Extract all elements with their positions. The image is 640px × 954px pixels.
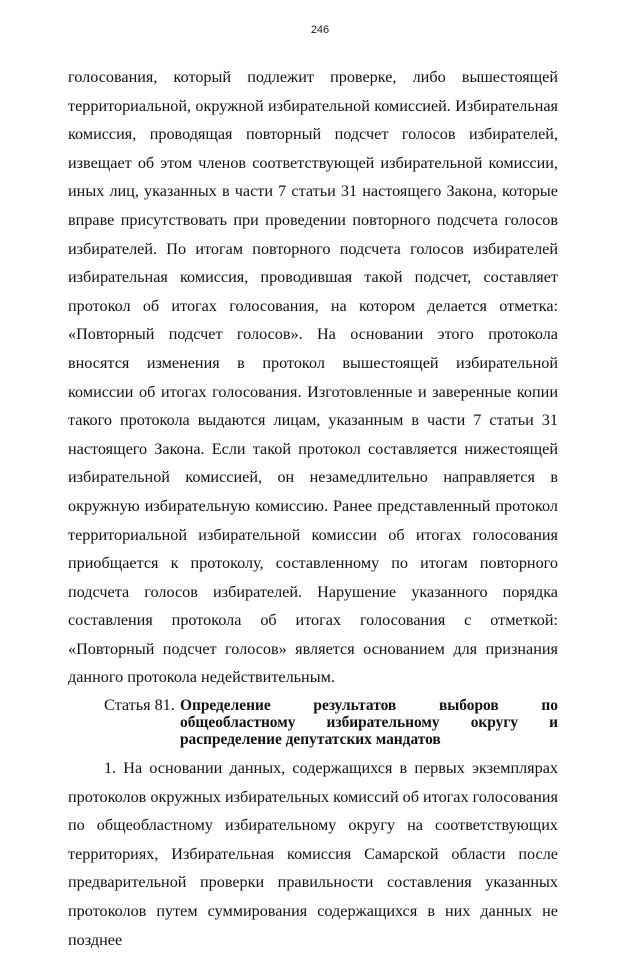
page-number: 246 bbox=[310, 24, 330, 36]
paragraph-continuation: голосования, который подлежит проверке, либо вышестоящей территориальной, окружной избирательной комиссией. Избирательная комиссия, проводящая повторный подсчет голосов избирателей, извещает об этом членов соответствующей избирательной комиссии, иных лиц, указанных в части 7 статьи 31 настоящего Закона, которые вправе присутствовать при проведении повторного подсчета голосов избирателей. По итогам повторного подсчета голосов избирателей избирательная комиссия, проводившая такой подсчет, составляет протокол об итогах голосования, на котором делается отметка: «Повторный подсчет голосов». На основании этого протокола вносятся изменения в протокол вышестоящей избирательной комиссии об итогах голосования. Изготовленные и заверенные копии такого протокола выдаются лицам, указанным в части 7 статьи 31 настоящего Закона. Если такой протокол составляется нижестоящей избирательной комиссией, он незамедлительно направляется в окружную избирательную комиссию. Ранее представленный протокол территориальной избирательной комиссии об итогах голосования приобщается к протоколу, составленному по итогам повторного подсчета голосов избирателей. Нарушение указанного порядка составления протокола об итогах голосования с отметкой: «Повторный подсчет голосов» является основанием для признания данного протокола недействительным. bbox=[68, 68, 558, 687]
article-title: Определение результатов выборов по общеобластному избирательному округу и распределение депутатских мандатов bbox=[180, 697, 558, 749]
article-heading bbox=[68, 692, 558, 754]
document-body bbox=[68, 63, 558, 954]
paragraph-item-1: 1. На основании данных, содержащихся в первых экземплярах протоколов окружных избирательных комиссий об итогах голосования по общеобластному избирательному округу на соответствующих территориях, Избирательная комиссия Самарской области после предварительной проверки правильности составления указанных протоколов путем суммирования содержащихся в них данных не позднее bbox=[68, 759, 558, 949]
article-label: Статья 81. bbox=[104, 696, 175, 715]
